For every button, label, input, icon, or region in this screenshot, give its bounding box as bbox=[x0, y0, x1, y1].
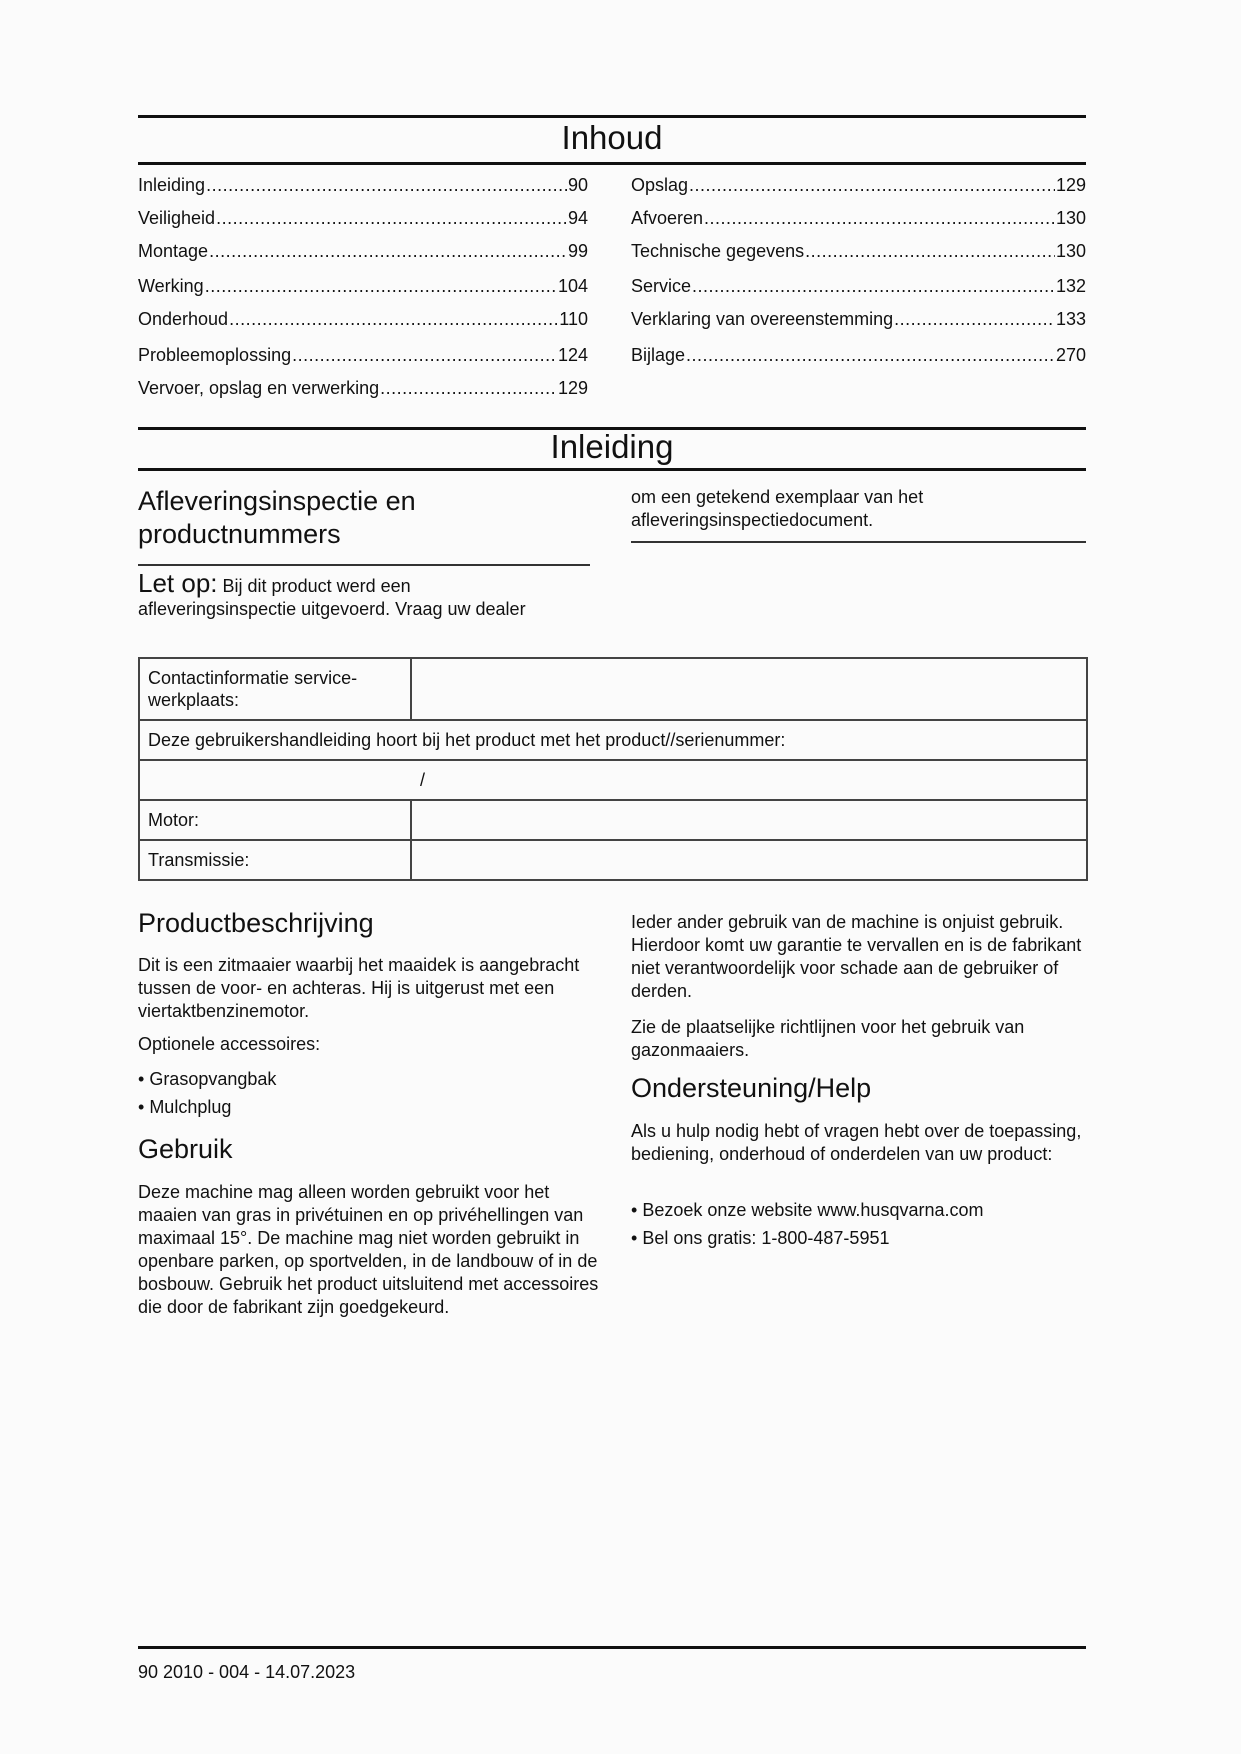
toc-entry[interactable]: Vervoer, opslag en verwerking ..... 129 bbox=[138, 378, 588, 399]
toc-entry[interactable]: Inleiding ..... 90 bbox=[138, 175, 588, 196]
note-paragraph bbox=[138, 568, 598, 621]
toc-entry[interactable]: Veiligheid ..... 94 bbox=[138, 208, 588, 229]
note-lead: Let op: bbox=[138, 568, 218, 598]
note-continued bbox=[631, 486, 1081, 532]
toc-title: Inhoud bbox=[561, 119, 663, 156]
toc-entry[interactable]: Onderhoud ..... 110 bbox=[138, 309, 588, 330]
usage-text: Deze machine mag alleen worden gebruikt voor het maaien van gras in privétuinen en op privéhellingen van maximaal 15°. De machine mag niet worden gebruikt in openbare parken, op sportvelden, in de landbouw of in de bosbouw. Gebruik het product uitsluitend met accessoires die door de fabrikant zijn goedgekeurd. bbox=[138, 1182, 599, 1317]
list-item: • Bezoek onze website www.husqvarna.com bbox=[631, 1200, 984, 1220]
accessories-list bbox=[138, 1065, 590, 1121]
list-item: • Bel ons gratis: 1-800-487-5951 bbox=[631, 1228, 890, 1248]
note-text-3: om een getekend exemplaar van het bbox=[631, 487, 924, 507]
toc-right-column bbox=[631, 175, 1086, 375]
motor-label: Motor: bbox=[139, 800, 411, 840]
usage-heading: Gebruik bbox=[138, 1134, 233, 1164]
table-row bbox=[139, 840, 1087, 880]
product-description: Dit is een zitmaaier waarbij het maaidek is aangebracht tussen de voor- en achteras. Hij is uitgerust met een viertaktbenzinemotor. bbox=[138, 955, 580, 1021]
toc-entry[interactable]: Service ..... 132 bbox=[631, 276, 1086, 297]
toc-entry[interactable]: Verklaring van overeenstemming ..... 133 bbox=[631, 309, 1086, 330]
toc-entry[interactable]: Opslag ..... 129 bbox=[631, 175, 1086, 196]
support-website[interactable]: Bezoek onze website www.husqvarna.com bbox=[642, 1200, 984, 1220]
list-item: • Grasopvangbak bbox=[138, 1069, 277, 1089]
serial-separator: / bbox=[420, 770, 426, 790]
note-text-2: afleveringsinspectie uitgevoerd. Vraag uw dealer bbox=[138, 599, 526, 619]
list-item: • Mulchplug bbox=[138, 1097, 232, 1117]
table-row bbox=[139, 720, 1087, 760]
transmission-label: Transmissie: bbox=[139, 840, 411, 880]
intro-title-rule bbox=[138, 468, 1086, 471]
serial-number-field[interactable] bbox=[139, 760, 1087, 800]
table-row bbox=[139, 760, 1087, 800]
toc-entry[interactable]: Bijlage ..... 270 bbox=[631, 345, 1086, 366]
delivery-heading: Afleveringsinspectie en productnummers bbox=[138, 486, 416, 549]
guidelines-text: Zie de plaatselijke richtlijnen voor het gebruik van gazonmaaiers. bbox=[631, 1017, 1025, 1060]
footer-rule bbox=[138, 1646, 1086, 1649]
motor-value-field[interactable] bbox=[411, 800, 1087, 840]
support-text: Als u hulp nodig hebt of vragen hebt over de toepassing, bediening, onderhoud of onderdelen van uw product: bbox=[631, 1121, 1082, 1164]
transmission-value-field[interactable] bbox=[411, 840, 1087, 880]
table-row bbox=[139, 800, 1087, 840]
misuse-text: Ieder ander gebruik van de machine is onjuist gebruik. Hierdoor komt uw garantie te vervallen en is de fabrikant niet verantwoordelijk voor schade aan de gebruiker of derden. bbox=[631, 912, 1082, 1001]
intro-title: Inleiding bbox=[550, 428, 674, 465]
toc-left-column bbox=[138, 175, 588, 405]
note-end-rule bbox=[631, 541, 1086, 543]
product-heading: Productbeschrijving bbox=[138, 908, 374, 938]
page-footer: 90 2010 - 004 - 14.07.2023 bbox=[138, 1662, 356, 1682]
support-heading: Ondersteuning/Help bbox=[631, 1073, 872, 1103]
toc-entry[interactable]: Technische gegevens ..... 130 bbox=[631, 241, 1086, 262]
product-info-table bbox=[138, 657, 1088, 881]
support-list bbox=[631, 1196, 1086, 1252]
toc-entry[interactable]: Probleemoplossing ..... 124 bbox=[138, 345, 588, 366]
toc-title-rule bbox=[138, 162, 1086, 165]
toc-entry[interactable]: Afvoeren ..... 130 bbox=[631, 208, 1086, 229]
manual-row-text: Deze gebruikershandleiding hoort bij het product met het product//serienummer: bbox=[139, 720, 1087, 760]
contact-value-field[interactable] bbox=[411, 658, 1087, 720]
toc-entry[interactable]: Montage ..... 99 bbox=[138, 241, 588, 262]
toc-entry[interactable]: Werking ..... 104 bbox=[138, 276, 588, 297]
note-text-1: Bij dit product werd een bbox=[222, 576, 411, 596]
note-text-4: afleveringsinspectiedocument. bbox=[631, 510, 874, 530]
top-rule bbox=[138, 115, 1086, 118]
delivery-heading-rule bbox=[138, 564, 590, 566]
table-row bbox=[139, 658, 1087, 720]
support-phone[interactable]: Bel ons gratis: 1-800-487-5951 bbox=[642, 1228, 890, 1248]
accessories-label: Optionele accessoires: bbox=[138, 1034, 321, 1054]
contact-label: Contactinformatie service-werkplaats: bbox=[139, 658, 411, 720]
